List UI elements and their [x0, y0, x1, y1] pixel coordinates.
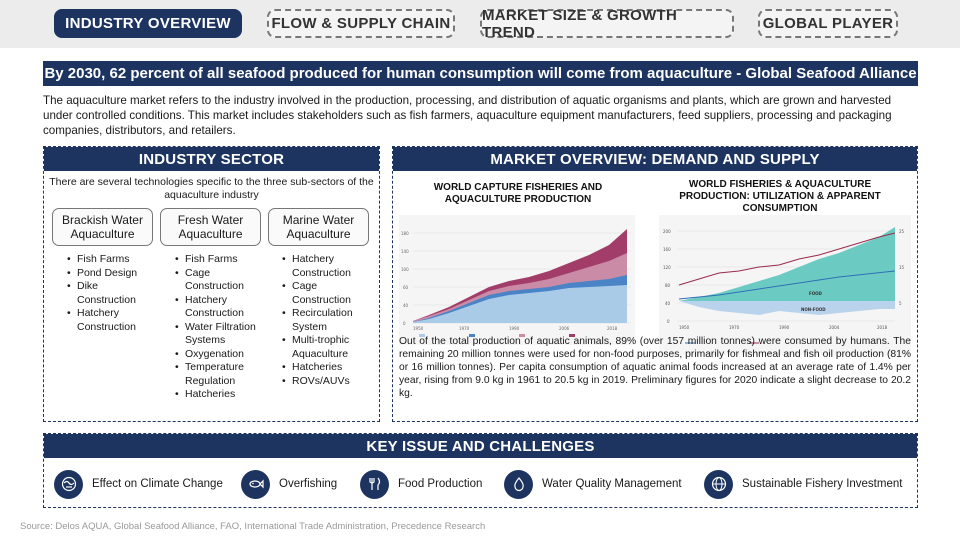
- svg-text:FOOD: FOOD: [809, 291, 822, 296]
- list-item: • Cage Construction: [174, 267, 266, 294]
- list-item: • Fish Farms: [174, 253, 266, 267]
- svg-text:0: 0: [403, 321, 406, 326]
- sector-pill-marine[interactable]: [268, 208, 369, 246]
- issue-sustainable-investment[interactable]: [704, 467, 902, 501]
- svg-text:0: 0: [667, 319, 670, 324]
- svg-text:15: 15: [899, 265, 905, 270]
- key-issues-title: KEY ISSUE AND CHALLENGES: [44, 434, 917, 458]
- issue-water-quality[interactable]: [504, 467, 682, 501]
- tab-global-player[interactable]: GLOBAL PLAYER: [758, 9, 898, 38]
- key-issues-panel: [43, 433, 918, 508]
- issue-label: Overfishing: [279, 478, 338, 490]
- market-overview-title: MARKET OVERVIEW: DEMAND AND SUPPLY: [393, 147, 917, 171]
- svg-text:1970: 1970: [729, 325, 740, 330]
- issue-label: Food Production: [398, 478, 483, 490]
- list-item: • Hatcheries: [281, 361, 373, 375]
- list-item: • Temperature Regulation: [174, 361, 266, 388]
- svg-text:180: 180: [401, 231, 409, 236]
- svg-text:5: 5: [899, 301, 902, 306]
- sector-pill-label: Brackish Water Aquaculture: [62, 213, 143, 241]
- chart2-title: WORLD FISHERIES & AQUACULTURE PRODUCTION: UTILIZATION & APPARENT CONSUMPTION: [679, 179, 881, 214]
- sector-pill-label: Fresh Water Aquaculture: [177, 213, 244, 241]
- list-item: • Hatcheries: [174, 388, 266, 402]
- issue-label: Water Quality Management: [542, 478, 682, 490]
- issue-food-production[interactable]: [360, 467, 482, 501]
- svg-text:1970: 1970: [459, 326, 470, 331]
- tab-industry-overview[interactable]: INDUSTRY OVERVIEW: [54, 9, 242, 38]
- top-tab-bar: [0, 0, 960, 48]
- utilization-consumption-chart-graphic: [659, 215, 911, 355]
- list-item: • Recirculation System: [281, 307, 373, 334]
- climate-icon: [54, 470, 83, 499]
- sector-pill-brackish[interactable]: [52, 208, 153, 246]
- svg-text:2006: 2006: [559, 326, 570, 331]
- chart1-image: [399, 215, 635, 345]
- svg-text:1990: 1990: [509, 326, 520, 331]
- svg-text:40: 40: [665, 301, 671, 306]
- market-overview-text: Out of the total production of aquatic animals, 89% (over 157 million tonnes) were consumed by humans. The remaining 20 million tonnes were used for non-food purposes, primarily for fishmeal and fish oil production (81% or 16 million tonnes). Per capita consumption of aquatic animal foods increased at an average rate of 1.4% per year, rising from 9.0 kg in 1961 to 20.5 kg in 2019. Preliminary figures for 2020 indicate a slight decrease to 20.2 kg.: [399, 336, 911, 399]
- list-item: • Hatchery Construction: [66, 307, 156, 334]
- svg-text:1990: 1990: [779, 325, 790, 330]
- tab-market-size-growth-trend[interactable]: MARKET SIZE & GROWTH TREND: [480, 9, 734, 38]
- list-item: • Pond Design: [66, 267, 156, 281]
- list-item: • Multi-trophic Aquaculture: [281, 334, 373, 361]
- globe-icon: [704, 470, 733, 499]
- svg-text:1950: 1950: [679, 325, 690, 330]
- list-item: • Water Filtration Systems: [174, 321, 266, 348]
- svg-text:60: 60: [403, 285, 409, 290]
- svg-text:2004: 2004: [829, 325, 840, 330]
- list-item: • Oxygenation: [174, 348, 266, 362]
- list-item: • Hatchery Construction: [174, 294, 266, 321]
- svg-text:140: 140: [401, 249, 409, 254]
- capture-aquaculture-chart-graphic: [399, 215, 635, 345]
- list-item: • Fish Farms: [66, 253, 156, 267]
- list-item: • Hatchery Construction: [281, 253, 373, 280]
- svg-text:200: 200: [663, 229, 671, 234]
- issue-label: Sustainable Fishery Investment: [742, 478, 903, 490]
- sector-pill-fresh[interactable]: [160, 208, 261, 246]
- headline-banner: By 2030, 62 percent of all seafood produced for human consumption will come from aquaculture - Global Seafood Alliance: [43, 61, 918, 86]
- marine-list: [281, 253, 373, 388]
- svg-text:80: 80: [665, 283, 671, 288]
- fish-icon: [241, 470, 270, 499]
- svg-text:NON-FOOD: NON-FOOD: [801, 307, 826, 312]
- market-overview-panel: [392, 146, 918, 422]
- svg-text:2018: 2018: [607, 326, 618, 331]
- industry-sector-panel: [43, 146, 380, 422]
- svg-text:40: 40: [403, 303, 409, 308]
- tab-flow-supply-chain[interactable]: FLOW & SUPPLY CHAIN: [267, 9, 455, 38]
- svg-text:2018: 2018: [877, 325, 888, 330]
- issue-overfishing[interactable]: [241, 467, 337, 501]
- list-item: • ROVs/AUVs: [281, 375, 373, 389]
- sector-pill-label: Marine Water Aquaculture: [282, 213, 355, 241]
- list-item: • Cage Construction: [281, 280, 373, 307]
- industry-sector-title: INDUSTRY SECTOR: [44, 147, 379, 171]
- list-item: • Dike Construction: [66, 280, 156, 307]
- water-drop-icon: [504, 470, 533, 499]
- intro-paragraph: The aquaculture market refers to the industry involved in the production, processing, and distribution of aquatic organisms and plants, which are grown and harvested under controlled conditions. This market includes stakeholders such as fish farmers, aquaculture equipment manufacturers, feed suppliers, processing and packaging companies, distributors, and retailers.: [43, 94, 892, 137]
- issue-label: Effect on Climate Change: [92, 478, 223, 490]
- source-footnote: Source: Delos AQUA, Global Seafood Alliance, FAO, International Trade Administration, Precedence Research: [20, 521, 486, 532]
- industry-sector-intro: There are several technologies specific to the three sub-sectors of the aquaculture industry: [49, 176, 374, 201]
- svg-text:25: 25: [899, 229, 905, 234]
- chart2-image: [659, 215, 911, 355]
- svg-text:160: 160: [663, 247, 671, 252]
- chart1-title: WORLD CAPTURE FISHERIES AND AQUACULTURE PRODUCTION: [433, 182, 603, 205]
- fresh-list: [174, 253, 266, 402]
- brackish-list: [66, 253, 156, 334]
- svg-text:1950: 1950: [413, 326, 424, 331]
- issue-climate-change[interactable]: [54, 467, 223, 501]
- svg-text:100: 100: [401, 267, 409, 272]
- fork-knife-icon: [360, 470, 389, 499]
- svg-text:120: 120: [663, 265, 671, 270]
